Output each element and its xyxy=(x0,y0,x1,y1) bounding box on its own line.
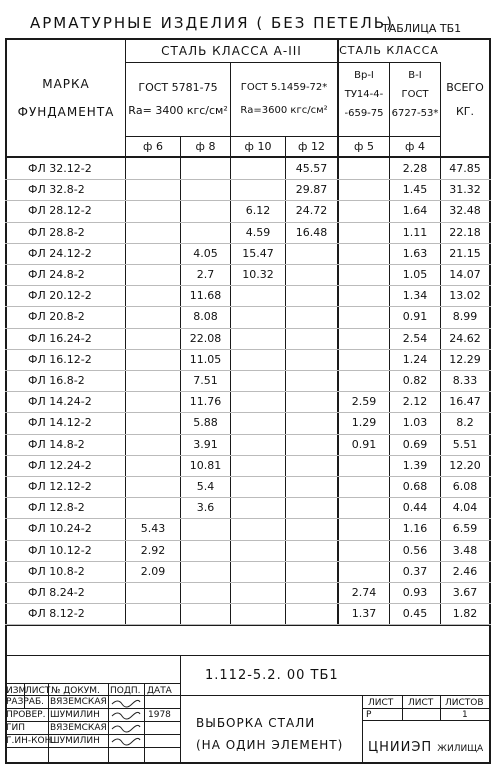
cell-d5 xyxy=(339,371,389,391)
cell-d4: 0.56 xyxy=(402,544,428,557)
cell-d10: 4.59 xyxy=(245,226,271,239)
cell-d12 xyxy=(286,498,337,518)
cell-d10 xyxy=(231,392,285,412)
header-gost1-line2: Rа= 3400 кгс/см² xyxy=(128,104,228,117)
cell-mark: ФЛ 16.24-2 xyxy=(28,332,92,345)
cell-d10 xyxy=(231,541,285,561)
cell-d12 xyxy=(286,307,337,327)
cell-d8: 5.4 xyxy=(196,480,215,493)
cell-d5 xyxy=(339,307,389,327)
cell-d10 xyxy=(231,498,285,518)
cell-d5: 1.29 xyxy=(351,416,377,429)
cell-mark: ФЛ 14.12-2 xyxy=(28,416,92,429)
cell-d4: 0.68 xyxy=(402,480,428,493)
cell-total: 22.18 xyxy=(449,226,481,239)
cell-d5 xyxy=(339,541,389,561)
stamp-role-2: ПРОВЕР. xyxy=(6,710,46,720)
cell-d4: 0.82 xyxy=(402,374,428,387)
cell-d6 xyxy=(126,477,180,497)
cell-mark: ФЛ 28.12-2 xyxy=(28,204,92,217)
cell-d5 xyxy=(339,519,389,539)
stamp-col-sign: ПОДП. xyxy=(110,686,141,696)
cell-d12 xyxy=(286,286,337,306)
cell-d12 xyxy=(286,583,337,603)
cell-d8 xyxy=(181,180,230,200)
cell-d10 xyxy=(231,159,285,179)
stamp-mid-h xyxy=(5,683,180,684)
cell-total: 3.67 xyxy=(452,586,478,599)
header-v1-line1: В-I xyxy=(408,70,422,81)
cell-d5 xyxy=(339,265,389,285)
cell-d10 xyxy=(231,350,285,370)
header-gost2 xyxy=(231,80,337,118)
grid-h-body-bottom xyxy=(5,625,491,626)
cell-d10 xyxy=(231,519,285,539)
cell-d8: 11.05 xyxy=(189,353,222,366)
cell-d10 xyxy=(231,604,285,624)
diam-12: ф 12 xyxy=(298,140,325,153)
cell-d4: 2.12 xyxy=(402,395,428,408)
cell-mark: ФЛ 10.8-2 xyxy=(28,565,85,578)
cell-d4: 0.91 xyxy=(402,310,428,323)
cell-d12: 24.72 xyxy=(295,204,328,217)
header-v1-line3: 6727-53* xyxy=(391,108,439,119)
cell-d12 xyxy=(286,519,337,539)
cell-d4: 0.69 xyxy=(402,438,428,451)
cell-d12 xyxy=(286,265,337,285)
cell-d6 xyxy=(126,244,180,264)
cell-d8: 11.76 xyxy=(189,395,222,408)
cell-d6 xyxy=(126,350,180,370)
grid-h-head-bottom xyxy=(5,156,491,158)
diam-8: ф 8 xyxy=(195,140,216,153)
cell-d6 xyxy=(126,456,180,476)
header-steel-a3: СТАЛЬ КЛАССА А-III xyxy=(161,44,302,58)
cell-d12 xyxy=(286,541,337,561)
stamp-h-r3 xyxy=(5,734,180,735)
cell-d10 xyxy=(231,307,285,327)
row-separator xyxy=(5,624,491,625)
header-v1 xyxy=(390,66,440,123)
cell-d8 xyxy=(181,583,230,603)
stamp-name-2: ШУМИЛИН xyxy=(50,710,100,720)
doc-code: 1.112-5.2. 00 ТБ1 xyxy=(205,668,339,683)
cell-d8 xyxy=(181,519,230,539)
cell-d5 xyxy=(339,456,389,476)
stamp-v-left-block xyxy=(180,655,181,763)
cell-d4: 0.37 xyxy=(402,565,428,578)
cell-total: 32.48 xyxy=(449,204,481,217)
cell-d4: 1.11 xyxy=(402,226,428,239)
cell-total: 6.59 xyxy=(452,522,478,535)
diam-4: ф 4 xyxy=(405,140,425,153)
stamp-col-izm: ИЗМ xyxy=(6,686,27,696)
cell-d5 xyxy=(339,180,389,200)
cell-d4: 1.05 xyxy=(402,268,428,281)
cell-d6 xyxy=(126,265,180,285)
stamp-v-org xyxy=(362,695,363,763)
cell-d5: 0.91 xyxy=(351,438,377,451)
cell-d4: 1.64 xyxy=(402,204,428,217)
cell-d6 xyxy=(126,159,180,179)
cell-d6 xyxy=(126,329,180,349)
cell-d10 xyxy=(231,477,285,497)
cell-d6 xyxy=(126,583,180,603)
stamp-col-list: ЛИСТ xyxy=(25,686,51,696)
lit-value: Р xyxy=(366,710,372,720)
cell-total: 14.07 xyxy=(449,268,481,281)
header-mark-line2: ФУНДАМЕНТА xyxy=(17,105,115,119)
cell-d6 xyxy=(126,180,180,200)
stamp-v-c4 xyxy=(144,683,145,763)
cell-d8 xyxy=(181,159,230,179)
cell-d8: 3.91 xyxy=(193,438,218,451)
stamp-role-1: РАЗРАБ. xyxy=(6,697,44,707)
grid-h-diams xyxy=(125,136,441,137)
cell-d5 xyxy=(339,244,389,264)
cell-d6 xyxy=(126,435,180,455)
cell-d5: 2.74 xyxy=(351,586,377,599)
stamp-col-docnum: № ДОКУМ. xyxy=(51,686,100,696)
header-mark-line1: МАРКА xyxy=(42,77,90,91)
header-total-line2: КГ. xyxy=(455,105,474,118)
cell-d8 xyxy=(181,604,230,624)
cell-total: 12.29 xyxy=(449,353,481,366)
cell-d6 xyxy=(126,286,180,306)
cell-total: 47.85 xyxy=(449,162,481,175)
cell-d4: 1.16 xyxy=(402,522,428,535)
cell-d5 xyxy=(339,286,389,306)
diam-10: ф 10 xyxy=(244,140,272,153)
cell-mark: ФЛ 24.12-2 xyxy=(28,247,92,260)
cell-d5 xyxy=(339,477,389,497)
cell-d12 xyxy=(286,392,337,412)
header-total xyxy=(441,76,489,124)
cell-d10: 10.32 xyxy=(242,268,274,281)
cell-d5: 1.37 xyxy=(351,607,377,620)
header-total-line1: ВСЕГО xyxy=(446,81,484,94)
stamp-v-sheet1 xyxy=(402,695,403,720)
cell-d5 xyxy=(339,159,389,179)
header-mark xyxy=(12,70,120,126)
org-sub: ЖИЛИЩА xyxy=(437,744,484,754)
sheets-label: ЛИСТОВ xyxy=(445,698,484,708)
header-gost1-line1: ГОСТ 5781-75 xyxy=(138,81,218,94)
stamp-role-4: Г.ИН-КОН. xyxy=(6,736,55,746)
cell-mark: ФЛ 24.8-2 xyxy=(28,268,85,281)
cell-d5 xyxy=(339,562,389,582)
cell-d12 xyxy=(286,435,337,455)
header-vp1 xyxy=(339,66,389,123)
cell-mark: ФЛ 8.24-2 xyxy=(28,586,85,599)
cell-d6 xyxy=(126,223,180,243)
cell-total: 2.46 xyxy=(452,565,478,578)
cell-mark: ФЛ 32.8-2 xyxy=(28,183,85,196)
cell-d6 xyxy=(126,413,180,433)
stamp-h-r4 xyxy=(5,747,180,748)
cell-d6: 2.09 xyxy=(140,565,166,578)
cell-mark: ФЛ 12.24-2 xyxy=(28,459,92,472)
cell-d10: 6.12 xyxy=(245,204,271,217)
diam-5: ф 5 xyxy=(354,140,374,153)
cell-d6 xyxy=(126,392,180,412)
cell-d12: 16.48 xyxy=(295,226,328,239)
cell-total: 12.20 xyxy=(449,459,481,472)
cell-d12 xyxy=(286,456,337,476)
cell-d6 xyxy=(126,498,180,518)
stamp-h-r2 xyxy=(5,721,180,722)
cell-d10 xyxy=(231,583,285,603)
cell-d4: 1.45 xyxy=(402,183,428,196)
cell-d12 xyxy=(286,477,337,497)
cell-d4: 0.93 xyxy=(402,586,428,599)
cell-d12: 45.57 xyxy=(295,162,328,175)
header-gost2-line1: ГОСТ 5.1459-72* xyxy=(240,82,328,93)
cell-mark: ФЛ 16.8-2 xyxy=(28,374,85,387)
cell-d12: 29.87 xyxy=(295,183,328,196)
cell-total: 3.48 xyxy=(452,544,478,557)
signature-marks xyxy=(108,696,144,760)
cell-d8: 5.88 xyxy=(193,416,218,429)
cell-mark: ФЛ 16.12-2 xyxy=(28,353,92,366)
cell-mark: ФЛ 12.12-2 xyxy=(28,480,92,493)
cell-d5 xyxy=(339,329,389,349)
cell-d10 xyxy=(231,413,285,433)
cell-mark: ФЛ 20.8-2 xyxy=(28,310,85,323)
doc-title-line2: (НА ОДИН ЭЛЕМЕНТ) xyxy=(196,738,344,752)
cell-d8: 22.08 xyxy=(189,332,222,345)
cell-total: 5.51 xyxy=(452,438,478,451)
cell-mark: ФЛ 28.8-2 xyxy=(28,226,85,239)
cell-d10 xyxy=(231,329,285,349)
cell-mark: ФЛ 10.24-2 xyxy=(28,522,92,535)
cell-d8: 7.51 xyxy=(193,374,218,387)
stamp-h-sheets1 xyxy=(362,708,489,709)
cell-mark: ФЛ 12.8-2 xyxy=(28,501,85,514)
cell-d6: 2.92 xyxy=(140,544,166,557)
cell-d12 xyxy=(286,604,337,624)
cell-d6 xyxy=(126,371,180,391)
header-gost2-line2: Rа=3600 кгс/см² xyxy=(240,105,328,116)
cell-total: 31.32 xyxy=(449,183,481,196)
header-vp1-line1: Вр-I xyxy=(354,70,374,81)
cell-d10 xyxy=(231,180,285,200)
cell-d10: 15.47 xyxy=(242,247,274,260)
header-gost1 xyxy=(126,80,230,118)
cell-total: 1.82 xyxy=(452,607,478,620)
cell-mark: ФЛ 14.24-2 xyxy=(28,395,92,408)
cell-d4: 1.24 xyxy=(402,353,428,366)
stamp-role-3: ГИП xyxy=(6,723,25,733)
cell-d4: 0.45 xyxy=(402,607,428,620)
cell-d4: 1.63 xyxy=(402,247,428,260)
cell-d6: 5.43 xyxy=(140,522,166,535)
cell-d5 xyxy=(339,350,389,370)
cell-total: 16.47 xyxy=(449,395,481,408)
cell-total: 21.15 xyxy=(449,247,481,260)
cell-d8: 2.7 xyxy=(196,268,215,281)
cell-total: 8.2 xyxy=(456,416,474,429)
cell-d12 xyxy=(286,562,337,582)
lit-label: ЛИСТ xyxy=(368,698,394,708)
stamp-name-1: ВЯЗЕМСКАЯ xyxy=(50,697,107,707)
cell-mark: ФЛ 32.12-2 xyxy=(28,162,92,175)
cell-mark: ФЛ 20.12-2 xyxy=(28,289,92,302)
header-v1-line2: ГОСТ xyxy=(401,89,429,100)
cell-d8 xyxy=(181,223,230,243)
cell-d4: 0.44 xyxy=(402,501,428,514)
org-name xyxy=(368,736,483,755)
org-main: ЦНИИЭП xyxy=(368,740,433,755)
cell-d12 xyxy=(286,371,337,391)
cell-d8 xyxy=(181,562,230,582)
cell-d8: 8.08 xyxy=(193,310,218,323)
doc-title-line1: ВЫБОРКА СТАЛИ xyxy=(196,716,316,730)
diam-6: ф 6 xyxy=(143,140,163,153)
cell-d12 xyxy=(286,244,337,264)
grid-h-steel xyxy=(125,62,441,63)
cell-d5 xyxy=(339,223,389,243)
header-vp1-line3: -659-75 xyxy=(344,108,384,119)
cell-d6 xyxy=(126,604,180,624)
cell-d10 xyxy=(231,371,285,391)
cell-d4: 1.34 xyxy=(402,289,428,302)
header-vp1-line2: ТУ14-4- xyxy=(344,89,384,100)
stamp-name-4: ШУМИЛИН xyxy=(50,736,100,746)
cell-mark: ФЛ 8.12-2 xyxy=(28,607,85,620)
cell-d4: 1.39 xyxy=(402,459,428,472)
cell-d4: 2.54 xyxy=(402,332,428,345)
sheet-label: ЛИСТ xyxy=(408,698,434,708)
cell-d8: 11.68 xyxy=(189,289,222,302)
cell-d5 xyxy=(339,201,389,221)
frame-bottom xyxy=(5,762,491,764)
cell-d5 xyxy=(339,498,389,518)
cell-d4: 2.28 xyxy=(402,162,428,175)
header-steel-class: СТАЛЬ КЛАССА xyxy=(339,44,439,57)
stamp-date-2: 1978 xyxy=(148,710,171,720)
cell-d5: 2.59 xyxy=(351,395,377,408)
cell-d6 xyxy=(126,201,180,221)
stamp-h-r1 xyxy=(5,708,180,709)
stamp-top xyxy=(5,655,491,656)
cell-d12 xyxy=(286,329,337,349)
cell-d8 xyxy=(181,201,230,221)
page-title: АРМАТУРНЫЕ ИЗДЕЛИЯ ( БЕЗ ПЕТЕЛЬ) xyxy=(30,14,394,32)
cell-d4: 1.03 xyxy=(402,416,428,429)
cell-d10 xyxy=(231,456,285,476)
frame-top xyxy=(5,38,491,40)
cell-d10 xyxy=(231,562,285,582)
doc-title xyxy=(196,712,343,756)
stamp-v-sheet2 xyxy=(440,695,441,720)
cell-d8 xyxy=(181,541,230,561)
cell-total: 6.08 xyxy=(452,480,478,493)
cell-d10 xyxy=(231,435,285,455)
cell-d8: 4.05 xyxy=(193,247,218,260)
cell-total: 8.99 xyxy=(452,310,478,323)
cell-d8: 3.6 xyxy=(196,501,215,514)
cell-total: 4.04 xyxy=(452,501,478,514)
stamp-col-date: ДАТА xyxy=(147,686,172,696)
stamp-h-sheets2 xyxy=(362,720,489,721)
cell-mark: ФЛ 10.12-2 xyxy=(28,544,92,557)
cell-total: 13.02 xyxy=(449,289,481,302)
cell-mark: ФЛ 14.8-2 xyxy=(28,438,85,451)
cell-d12 xyxy=(286,350,337,370)
cell-d10 xyxy=(231,286,285,306)
cell-d8: 10.81 xyxy=(189,459,222,472)
cell-d6 xyxy=(126,307,180,327)
sheets-value: 1 xyxy=(462,710,468,720)
cell-total: 24.62 xyxy=(449,332,481,345)
cell-total: 8.33 xyxy=(452,374,478,387)
table-number: ТАБЛИЦА ТБ1 xyxy=(382,22,462,35)
stamp-name-3: ВЯЗЕМСКАЯ xyxy=(50,723,107,733)
cell-d12 xyxy=(286,413,337,433)
